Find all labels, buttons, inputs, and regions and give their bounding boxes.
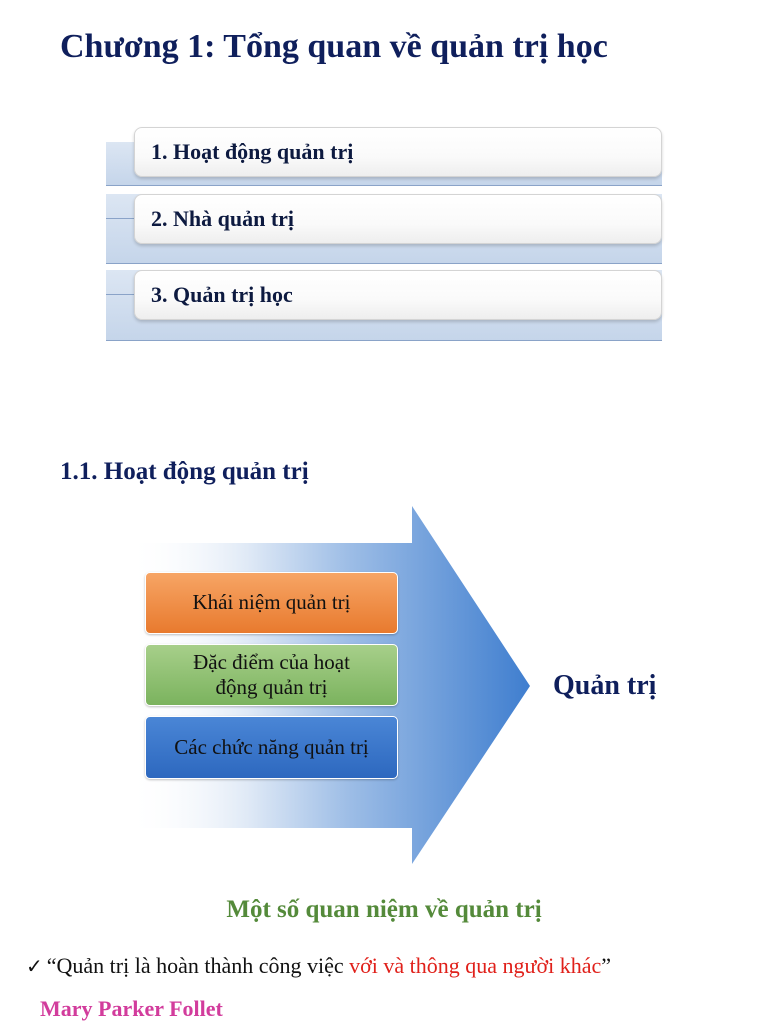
toc-item-card [134,270,662,320]
arrow-result-label: Quản trị [553,670,657,701]
quote-highlight: với và thông qua người khác [349,953,602,978]
functions-box-label: Các chức năng quản trị [174,734,369,759]
section-heading: 1.1. Hoạt động quản trị [60,458,309,485]
toc-item-label: 3. Quản trị học [151,282,293,307]
toc-item-2[interactable] [106,194,662,264]
functions-box [145,716,398,779]
characteristics-line-1: Đặc điểm của hoạt [193,649,350,674]
quote [26,953,611,979]
concepts-heading: Một số quan niệm về quản trị [226,896,542,923]
toc-item-3[interactable] [106,270,662,341]
characteristics-line-2: động quản trị [215,675,328,699]
characteristics-box [145,644,398,706]
toc-connector [106,218,134,219]
quote-author: Mary Parker Follet [40,996,223,1021]
toc-item-card [134,194,662,244]
toc-item-1[interactable] [106,127,662,186]
toc-item-label: 2. Nhà quản trị [151,206,295,231]
toc-item-card [134,127,662,177]
concept-box-label: Khái niệm quản trị [192,590,351,615]
concept-box [145,572,398,634]
quote-open: “Quản trị là hoàn thành công việc [46,953,350,978]
toc-item-label: 1. Hoạt động quản trị [151,139,354,164]
checkmark-icon: ✓ [26,954,43,978]
characteristics-box-label [193,650,350,700]
quote-close: ” [601,953,612,978]
toc-connector [106,294,134,295]
page-title: Chương 1: Tổng quan về quản trị học [60,28,608,65]
